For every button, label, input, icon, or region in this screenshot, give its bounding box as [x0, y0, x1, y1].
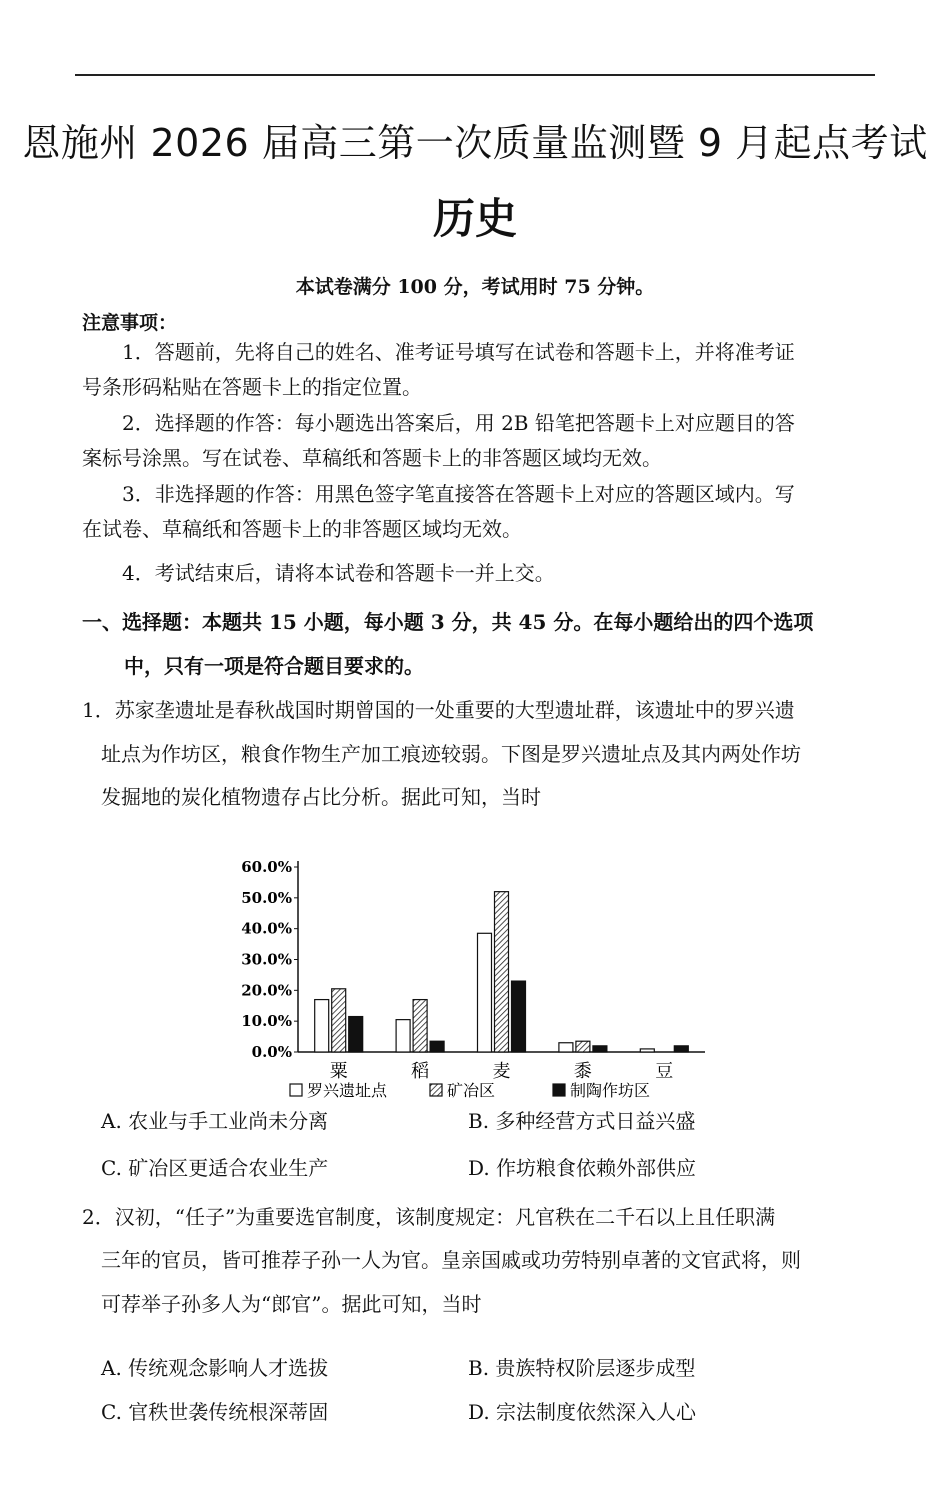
bar-chart [235, 845, 715, 1107]
y-tick-label: 40.0% [241, 919, 292, 938]
question-1-text: 发掘地的炭化植物遗存占比分析。据此可知，当时 [101, 785, 541, 809]
bar-3-1 [576, 1041, 590, 1052]
legend-swatch [553, 1084, 565, 1096]
top-rule [75, 74, 875, 76]
bar-0-1 [332, 989, 346, 1052]
notice-line: 号条形码粘贴在答题卡上的指定位置。 [82, 375, 422, 399]
section-heading: 一、选择题：本题共 15 小题，每小题 3 分，共 45 分。在每小题给出的四个选项 [82, 610, 814, 634]
notice-line: 在试卷、草稿纸和答题卡上的非答题区域均无效。 [82, 517, 522, 541]
x-category-label: 麦 [492, 1061, 511, 1082]
subject-title: 历史 [432, 194, 517, 243]
bar-0-0 [315, 1000, 329, 1052]
question-2-text: 2．汉初，“任子”为重要选官制度，该制度规定：凡官秩在二千石以上且任职满 [82, 1205, 776, 1229]
y-tick-label: 50.0% [241, 888, 292, 907]
bar-2-1 [495, 892, 509, 1052]
exam-title: 恩施州 2026 届高三第一次质量监测暨 9 月起点考试 [22, 121, 928, 165]
bar-4-0 [640, 1049, 654, 1052]
bar-3-2 [593, 1046, 607, 1052]
notice-line: 4．考试结束后，请将本试卷和答题卡一并上交。 [122, 561, 555, 585]
bar-2-0 [478, 933, 492, 1052]
section-heading: 中，只有一项是符合题目要求的。 [124, 654, 424, 678]
y-tick-label: 0.0% [251, 1043, 292, 1061]
x-category-label: 稻 [411, 1061, 430, 1082]
question-2-text: 三年的官员，皆可推荐子孙一人为官。皇亲国戚或功劳特别卓著的文官武将，则 [101, 1248, 801, 1272]
bar-0-2 [349, 1017, 363, 1052]
legend-swatch [290, 1084, 302, 1096]
legend-swatch [430, 1084, 442, 1096]
q2-option-c[interactable]: C. 官秩世袭传统根深蒂固 [101, 1400, 329, 1424]
notice-heading: 注意事项： [82, 312, 178, 334]
legend-label: 罗兴遗址点 [307, 1081, 388, 1100]
notice-line: 案标号涂黑。写在试卷、草稿纸和答题卡上的非答题区域均无效。 [82, 446, 662, 470]
y-tick-label: 60.0% [241, 858, 292, 876]
q1-option-b[interactable]: B. 多种经营方式日益兴盛 [468, 1109, 696, 1133]
q1-option-a[interactable]: A. 农业与手工业尚未分离 [101, 1109, 329, 1133]
y-tick-label: 10.0% [241, 1012, 292, 1031]
x-category-label: 黍 [573, 1061, 592, 1082]
bar-3-0 [559, 1043, 573, 1052]
bar-1-0 [396, 1020, 410, 1052]
bar-4-2 [674, 1046, 688, 1052]
x-category-label: 粟 [329, 1061, 348, 1082]
bar-2-2 [512, 981, 526, 1052]
question-2-text: 可荐举子孙多人为“郎官”。据此可知，当时 [101, 1292, 482, 1316]
notice-line: 3．非选择题的作答：用黑色签字笔直接答在答题卡上对应的答题区域内。写 [122, 482, 795, 506]
legend-label: 制陶作坊区 [570, 1081, 651, 1100]
q2-option-b[interactable]: B. 贵族特权阶层逐步成型 [468, 1356, 696, 1380]
q1-option-c[interactable]: C. 矿冶区更适合农业生产 [101, 1156, 329, 1180]
q1-option-d[interactable]: D. 作坊粮食依赖外部供应 [468, 1156, 697, 1180]
y-tick-label: 20.0% [241, 981, 292, 1000]
question-1-text: 址点为作坊区，粮食作物生产加工痕迹较弱。下图是罗兴遗址点及其内两处作坊 [101, 742, 801, 766]
q2-option-d[interactable]: D. 宗法制度依然深入人心 [468, 1400, 697, 1424]
notice-line: 2．选择题的作答：每小题选出答案后，用 2B 铅笔把答题卡上对应题目的答 [122, 411, 795, 435]
bar-1-1 [413, 1000, 427, 1052]
x-category-label: 豆 [655, 1061, 674, 1082]
legend-label: 矿冶区 [447, 1081, 496, 1100]
exam-info: 本试卷满分 100 分，考试用时 75 分钟。 [295, 276, 655, 298]
y-tick-label: 30.0% [241, 950, 292, 969]
notice-line: 1．答题前，先将自己的姓名、准考证号填写在试卷和答题卡上，并将准考证 [122, 340, 795, 364]
bar-1-2 [430, 1041, 444, 1052]
q2-option-a[interactable]: A. 传统观念影响人才选拔 [101, 1356, 329, 1380]
question-1-text: 1．苏家垄遗址是春秋战国时期曾国的一处重要的大型遗址群，该遗址中的罗兴遗 [82, 698, 795, 722]
